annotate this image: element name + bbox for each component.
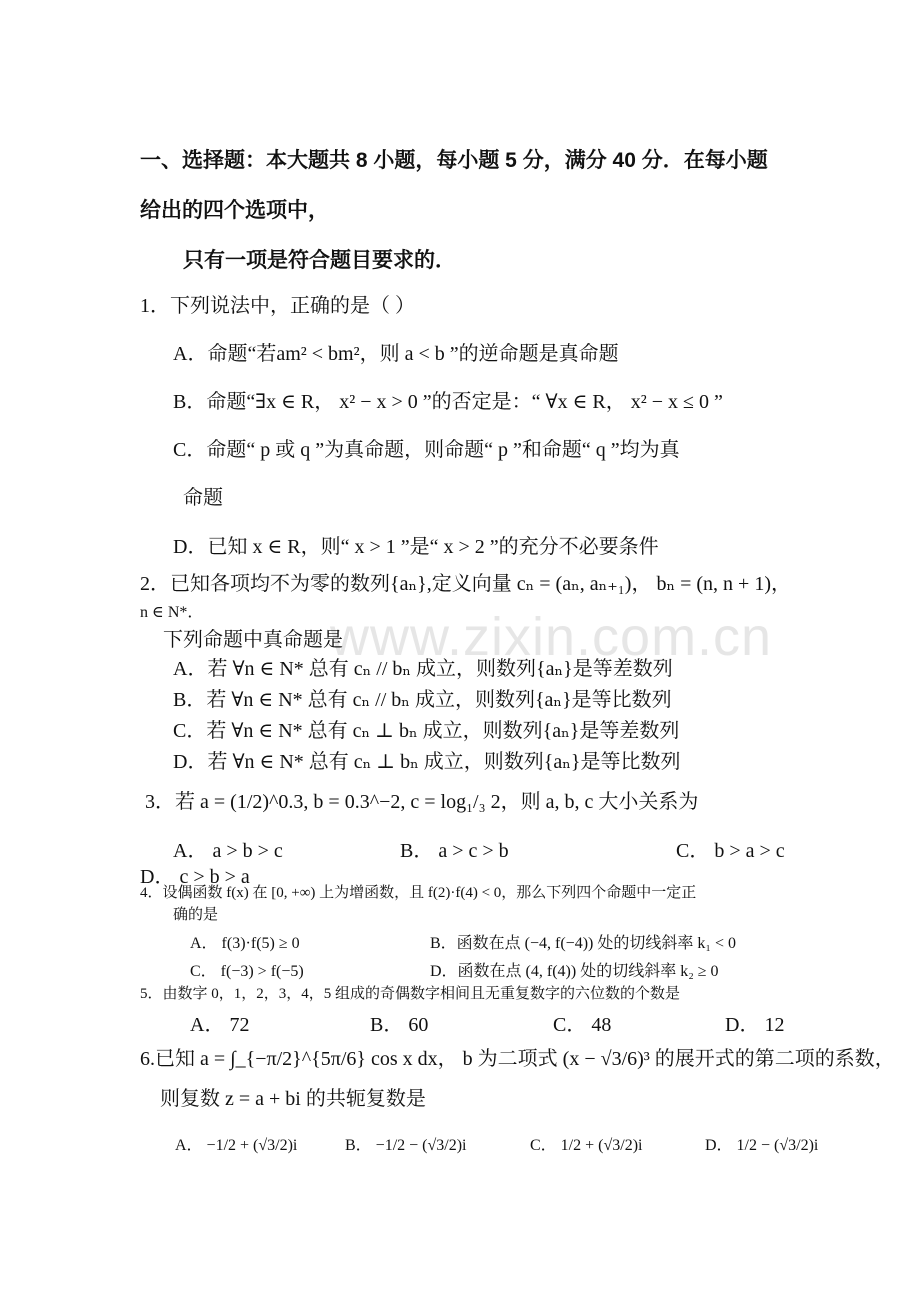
q3-option-c: C． b > a > c (676, 840, 785, 862)
q1-stem: 1．下列说法中，正确的是（ ） (140, 295, 415, 317)
q5-option-c: C． 48 (553, 1014, 612, 1036)
q3-option-d: D． c > b > a (140, 866, 250, 888)
q1-option-d: D．已知 x ∈ R，则“ x > 1 ”是“ x > 2 ”的充分不必要条件 (173, 536, 659, 558)
q3-option-a: A． a > b > c (173, 840, 283, 862)
q2-option-d: D．若 ∀n ∈ N* 总有 cₙ ⊥ bₙ 成立，则数列{aₙ}是等比数列 (173, 751, 681, 773)
q2-stem-line3: 下列命题中真命题是 (163, 629, 343, 651)
q4-option-a: A． f(3)·f(5) ≥ 0 (190, 935, 300, 952)
q2-stem-line1: 2．已知各项均不为零的数列{aₙ},定义向量 cₙ = (aₙ, aₙ₊₁)， bₙ = (n, n + 1)， (140, 573, 791, 595)
q6-stem-line1: 6.已知 a = ∫_{−π/2}^{5π/6} cos x dx， b 为二项式 (x − √3/6)³ 的展开式的第二项的系数， (140, 1048, 895, 1070)
q5-stem: 5．由数字 0，1，2，3，4，5 组成的奇偶数字相间且无重复数字的六位数的个数是 (140, 986, 681, 1002)
q5-option-b: B． 60 (370, 1014, 429, 1036)
q5-option-d: D． 12 (725, 1014, 785, 1036)
q4-option-d: D．函数在点 (4, f(4)) 处的切线斜率 k₂ ≥ 0 (430, 963, 719, 980)
q1-option-b: B．命题“∃x ∈ R， x² − x > 0 ”的否定是：“ ∀x ∈ R， x² − x ≤ 0 ” (173, 391, 723, 413)
q6-option-b: B． −1/2 − (√3/2)i (345, 1137, 467, 1154)
section-title-line3: 只有一项是符合题目要求的． (183, 249, 456, 272)
q2-option-b: B．若 ∀n ∈ N* 总有 cₙ // bₙ 成立，则数列{aₙ}是等比数列 (173, 689, 672, 711)
q4-option-b: B．函数在点 (−4, f(−4)) 处的切线斜率 k₁ < 0 (430, 935, 736, 952)
q6-option-c: C． 1/2 + (√3/2)i (530, 1137, 643, 1154)
q6-stem-line2: 则复数 z = a + bi 的共轭复数是 (160, 1088, 426, 1110)
section-title-line1: 一、选择题：本大题共 8 小题，每小题 5 分，满分 40 分．在每小题 (140, 149, 768, 172)
q3-option-b: B． a > c > b (400, 840, 509, 862)
watermark: www.zixin.com.cn (330, 607, 773, 667)
q2-stem-line2: n ∈ N*． (140, 604, 204, 621)
q1-option-c-cont: 命题 (183, 487, 223, 509)
q1-option-a: A．命题“若am² < bm²，则 a < b ”的逆命题是真命题 (173, 343, 619, 365)
q3-stem: 3．若 a = (1/2)^0.3, b = 0.3^−2, c = log₁/₃ 2，则 a, b, c 大小关系为 (145, 791, 699, 813)
q5-option-a: A． 72 (190, 1014, 250, 1036)
q1-option-c: C．命题“ p 或 q ”为真命题，则命题“ p ”和命题“ q ”均为真 (173, 439, 680, 461)
q4-option-c: C． f(−3) > f(−5) (190, 963, 304, 980)
section-title-line2: 给出的四个选项中， (140, 199, 329, 222)
q2-option-a: A．若 ∀n ∈ N* 总有 cₙ // bₙ 成立，则数列{aₙ}是等差数列 (173, 658, 673, 680)
q6-option-a: A． −1/2 + (√3/2)i (175, 1137, 298, 1154)
q4-stem-line2: 确的是 (173, 907, 219, 923)
q6-option-d: D． 1/2 − (√3/2)i (705, 1137, 819, 1154)
q2-option-c: C．若 ∀n ∈ N* 总有 cₙ ⊥ bₙ 成立，则数列{aₙ}是等差数列 (173, 720, 680, 742)
q4-stem-line1: 4．设偶函数 f(x) 在 [0, +∞) 上为增函数，且 f(2)·f(4) < 0，那么下列四个命题中一定正 (140, 885, 697, 901)
